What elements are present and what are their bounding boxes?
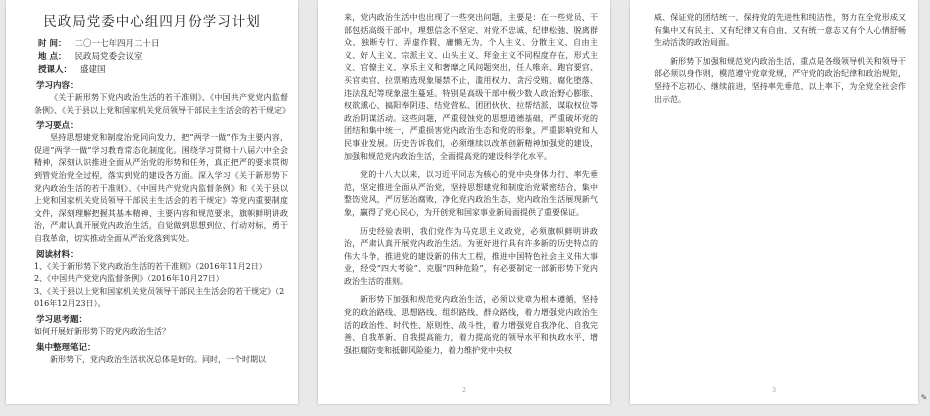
- body-paragraph: 新形势下加强和规范党内政治生活，必须以党章为根本遵循，坚持党的政治路线、思想路线、组织路线、群众路线，着力增强党内政治生活的政治性、时代性、原则性、战斗性，着力增强党自我净化、自我完善、自我革新、自我提高能力，着力提高党的领导水平和执政水平、增强拒腐防变和抵御风险能力，着力维护党中央权: [344, 295, 598, 355]
- lecturer-value: 盛建国: [80, 65, 106, 75]
- notes-heading: 集中整理笔记：: [36, 342, 96, 353]
- time-value: 二〇一七年四月二十日: [74, 39, 160, 49]
- page-number: 3: [772, 387, 776, 394]
- document-page-2: [318, 0, 610, 404]
- body-paragraph: 历史经验表明，我们党作为马克思主义政党，必须旗帜鲜明讲政治，严肃认真开展党内政治生活。为更好进行具有许多新的历史特点的伟大斗争，推进党的建设新的伟大工程，推进中国特色社会主义伟大事业，经受“四大考验”、克服“四种危险”，有必要制定一部新形势下党内政治生活的准则。: [344, 226, 598, 286]
- lecturer-label: 授课人：: [38, 65, 73, 75]
- question-heading: 学习思考题：: [36, 314, 88, 325]
- goal-text: 坚持思想建党和制度治党同向发力，把“两学一做”作为主要内容，促进“两学一做”学习教育常态化制度化。围绕学习贯彻十八届六中全会精神，深刻认识推进全面从严治党的形势和任务，真正把严的要求贯彻到管党治党全过程，落实到党的建设各方面。深入学习《关于新形势下党内政治生活的若干准则》、《中国共产党党内监督条例》和《关于县以上党和国家机关党员领导干部民主生活会的若干规定》等党内重要制度文件，深刻理解把握其基本精神、主要内容和规范要求，旗帜鲜明讲政治，严肃认真开展党内政治生活，自觉做到思想到位、行动对标，勇于自我革命，切实推动全面从严治党落到实处。: [34, 133, 288, 243]
- time-label: 时 间：: [38, 39, 67, 49]
- body-paragraph: 党的十八大以来，以习近平同志为核心的党中央身体力行、率先垂范，坚定推进全面从严治党，坚持思想建党和制度治党紧密结合，集中整饬党风，严厉惩治腐败，净化党内政治生态，党内政治生活展现新气象，赢得了党心民心，为开创党和国家事业新局面提供了重要保证。: [344, 170, 598, 217]
- lecturer-line: [38, 64, 298, 77]
- notes-text: 新形势下，党内政治生活状况总体是好的。同时，一个时期以: [50, 354, 266, 364]
- content-heading: 学习内容：: [36, 81, 79, 91]
- content-text: 《关于新形势下党内政治生活的若干准则》、《中国共产党党内监督条例》、《关于县以上党和国家机关党员领导干部民主生活会的若干规定》: [34, 93, 290, 115]
- body-paragraph: 威、保证党的团结统一、保持党的先进性和纯洁性，努力在全党形成又有集中又有民主、又有纪律又有自由、又有统一意志又有个人心情舒畅生动活泼的政治局面。: [654, 13, 906, 48]
- reading-item: 1、《关于新形势下党内政治生活的若干准则》（2016年11月2日）: [34, 261, 267, 271]
- place-label: 地 点：: [38, 52, 67, 62]
- document-page-1: [6, 0, 298, 404]
- body-paragraph: 新形势下加强和规范党内政治生活，重点是各级领导机关和领导干部必须以身作则，模范遵守党章党规，严守党的政治纪律和政治规矩，坚持不忘初心、继续前进，坚持率先垂范、以上率下，为全党全社会作出示范。: [654, 56, 906, 104]
- place-value: 民政局党委会议室: [74, 52, 143, 62]
- reading-item: 3、《关于县以上党和国家机关党员领导干部民主生活会的若干规定》（2016年12月23日）。: [34, 286, 285, 309]
- question-text: 如何开展好新形势下的党内政治生活？: [34, 326, 170, 336]
- place-line: [38, 51, 298, 64]
- document-page-3: [630, 0, 918, 404]
- time-line: [38, 38, 298, 51]
- reading-item: 2、《中国共产党党内监督条例》（2016年10月27日）: [34, 274, 224, 284]
- reading-heading: 阅读材料：: [36, 249, 79, 260]
- body-paragraph: 来，党内政治生活中也出现了一些突出问题，主要是：在一些党员、干部包括高级干部中，理想信念不坚定、对党不忠诚、纪律松弛、脱离群众、独断专行、弄虚作假、庸懒无为，个人主义、分散主义、自由主义、好人主义、宗派主义、山头主义、拜金主义不同程度存在，形式主义、官僚主义、享乐主义和奢靡之风问题突出，任人唯亲、跑官要官、买官卖官、拉票贿选现象屡禁不止，滥用权力、贪污受贿、腐化堕落、违法乱纪等现象滋生蔓延。特别是高级干部中极少数人政治野心膨胀、权欲熏心，搞阳奉阴违、结党营私、团团伙伙、拉帮结派，谋取权位等政治阴谋活动。这些问题，严重侵蚀党的思想道德基础，严重破坏党的团结和集中统一，严重损害党内政治生态和党的形象，严重影响党和人民事业发展。历史告诉我们，必须继续以改革创新精神加强党的建设，加强和规范党内政治生活，全面提高党的建设科学化水平。: [344, 13, 598, 161]
- goal-heading: 学习要点：: [36, 121, 79, 132]
- page-title: 民政局党委中心组四月份学习计划: [43, 14, 261, 30]
- page-number: 2: [462, 387, 466, 394]
- corner-glyph-icon: ✎: [920, 393, 928, 402]
- page-3-body: [630, 0, 918, 106]
- page-2-body: [318, 0, 610, 357]
